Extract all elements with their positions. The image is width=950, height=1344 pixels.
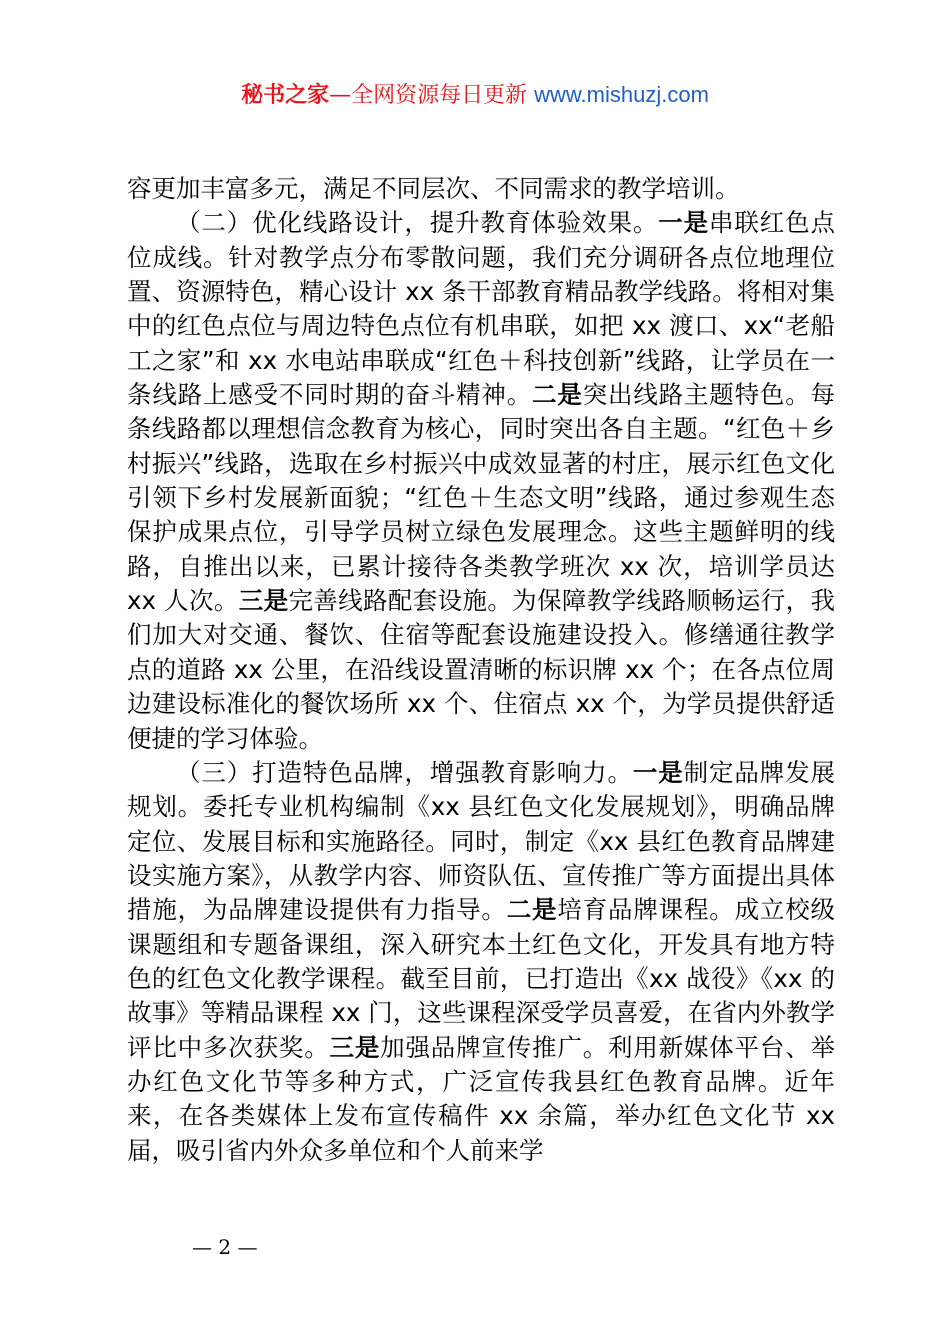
- paragraph-text: 培育品牌课程。成立校级课题组和专题备课组，深入研究本土红色文化，开发具有地方特色的红色文化教学课程。截至目前，已打造出《xx 战役》《xx 的故事》等精品课程 xx 门，这些课程深受学员喜爱，在省内外教学评比中多次获奖。: [127, 895, 836, 1062]
- page-number: — 2 —: [192, 1235, 258, 1259]
- site-tagline: —全网资源每日更新: [329, 83, 535, 108]
- paragraph-text: 加强品牌宣传推广。利用新媒体平台、举办红色文化节等多种方式，广泛宣传我县红色教育品牌。近年来，在各类媒体上发布宣传稿件 xx 余篇，举办红色文化节 xx 届，吸引省内外众多单位和个人前来学: [127, 1032, 836, 1165]
- emphasis-third: 三是: [329, 1032, 381, 1062]
- emphasis-third: 三是: [238, 586, 289, 616]
- paragraph-route-design: [127, 206, 835, 756]
- paragraph-text: 串联红色点位成线。针对教学点分布零散问题，我们充分调研各点位地理位置、资源特色，精心设计 xx 条干部教育精品教学线路。将相对集中的红色点位与周边特色点位有机串联，如把 xx 渡口、xx“老船工之家”和 xx 水电站串联成“红色＋科技创新”线路，让学员在一条线路上感受不同时期的奋斗精神。: [127, 208, 836, 410]
- paragraph-brand-building: [127, 756, 835, 1168]
- site-header-banner: [0, 80, 950, 111]
- site-brand-name: 秘书之家: [241, 83, 330, 108]
- paragraph-text: 制定品牌发展规划。委托专业机构编制《xx 县红色文化发展规划》，明确品牌定位、发展目标和实施路径。同时，制定《xx 县红色教育品牌建设实施方案》，从教学内容、师资队伍、宣传推广等方面提出具体措施，为品牌建设提供有力指导。: [127, 757, 836, 925]
- emphasis-first: 一是: [632, 757, 684, 787]
- paragraph-text: 突出线路主题特色。每条线路都以理想信念教育为核心，同时突出各自主题。“红色＋乡村振兴”线路，选取在乡村振兴中成效显著的村庄，展示红色文化引领下乡村发展新面貌；“红色＋生态文明”线路，通过参观生态保护成果点位，引导学员树立绿色发展理念。这些主题鲜明的线路，自推出以来，已累计接待各类教学班次 xx 次，培训学员达 xx 人次。: [127, 380, 836, 616]
- emphasis-first: 一是: [658, 208, 709, 238]
- document-body: [127, 172, 835, 1168]
- paragraph-text: （三）打造特色品牌，增强教育影响力。: [176, 757, 633, 787]
- emphasis-second: 二是: [532, 380, 583, 410]
- emphasis-second: 二是: [506, 895, 558, 925]
- paragraph-text: 完善线路配套设施。为保障教学线路顺畅运行，我们加大对交通、餐饮、住宿等配套设施建设投入。修缮通往教学点的道路 xx 公里，在沿线设置清晰的标识牌 xx 个；在各点位周边建设标准化的餐饮场所 xx 个、住宿点 xx 个，为学员提供舒适便捷的学习体验。: [127, 586, 835, 753]
- site-url-link[interactable]: www.mishuzj.com: [534, 82, 709, 107]
- paragraph-continuation: 容更加丰富多元，满足不同层次、不同需求的教学培训。: [127, 174, 740, 203]
- paragraph-text: （二）优化线路设计，提升教育体验效果。: [176, 208, 659, 238]
